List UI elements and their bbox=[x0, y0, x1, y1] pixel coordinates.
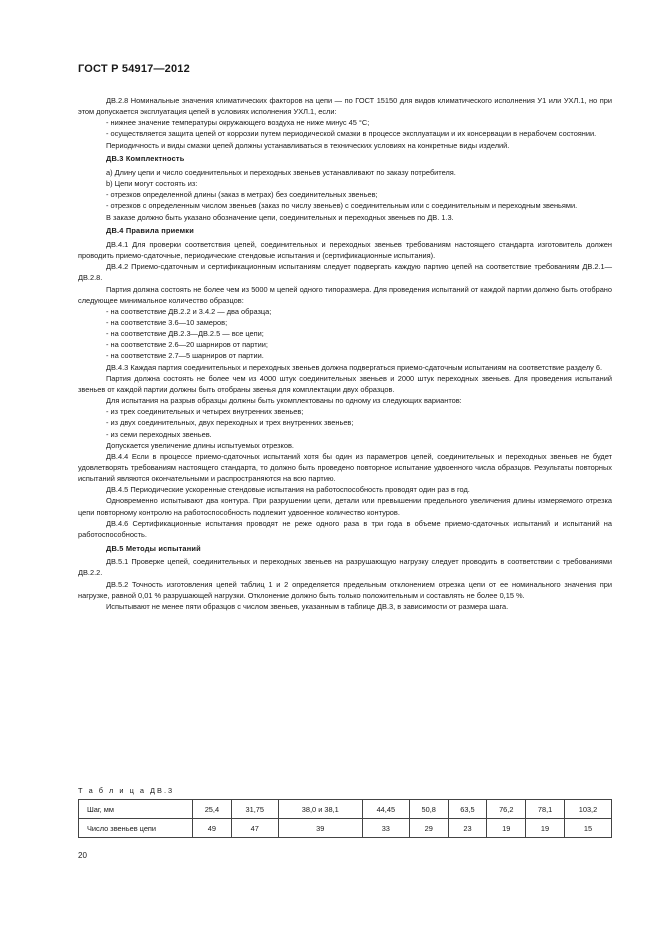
paragraph: Партия должна состоять не более чем из 5000 м цепей одного типоразмера. Для проведения испытаний от каждой партии должно быть отобрано следующее минимальное количество образцов: bbox=[78, 284, 612, 305]
list-item: - отрезков с определенным числом звеньев (заказ по числу звеньев) с соединительным или с соединительным и переходным звеньями. bbox=[106, 201, 578, 211]
table-cell: 19 bbox=[526, 819, 565, 838]
table-cell: 50,8 bbox=[409, 800, 448, 819]
table-cell: 23 bbox=[448, 819, 487, 838]
paragraph: Одновременно испытывают два контура. При разрушении цепи, детали или превышении предельного увеличения длины измеряемого отрезка цепи повторному контролю на работоспособность подлежит удвоенное количество контуров. bbox=[78, 496, 612, 517]
table-cell: 38,0 и 38,1 bbox=[278, 800, 362, 819]
list-item: - из трех соединительных и четырех внутренних звеньев; bbox=[106, 407, 304, 417]
paragraph: ДВ.2.8 Номинальные значения климатических факторов на цепи — по ГОСТ 15150 для видов климатического исполнения У1 или УХЛ.1, но при этом допускается эксплуатация цепей в условиях исполнения УХЛ.1, если: bbox=[78, 96, 612, 117]
table-cell: 19 bbox=[487, 819, 526, 838]
list-item: - из семи переходных звеньев. bbox=[106, 429, 212, 439]
paragraph: ДВ.4.1 Для проверки соответствия цепей, соединительных и переходных звеньев требованиям настоящего стандарта изготовитель должен проводить приемо-сдаточные, периодические стендовые испытания и (сертификационные испытания). bbox=[78, 239, 612, 261]
paragraph: Испытывают не менее пяти образцов с числом звеньев, указанным в таблице ДВ.3, в зависимости от размера шага. bbox=[106, 601, 509, 611]
table-cell: 76,2 bbox=[487, 800, 526, 819]
table-row bbox=[79, 819, 612, 838]
table-cell: 15 bbox=[564, 819, 611, 838]
table-caption: Т а б л и ц а ДВ.3 bbox=[78, 786, 175, 795]
list-item: - осуществляется защита цепей от коррозии путем периодической смазки в процессе эксплуатации и их консервации в нерабочем состоянии. bbox=[106, 129, 597, 139]
paragraph: ДВ.4.6 Сертификационные испытания проводят не реже одного раза в три года в объеме приемо-сдаточных испытаний и испытаний на работоспособность. bbox=[78, 518, 612, 539]
paragraph: Допускается увеличение длины испытуемых отрезков. bbox=[106, 440, 294, 450]
table-cell: 47 bbox=[231, 819, 278, 838]
table-cell: 31,75 bbox=[231, 800, 278, 819]
table-dv3 bbox=[78, 799, 612, 838]
table-cell: 63,5 bbox=[448, 800, 487, 819]
paragraph: Периодичность и виды смазки цепей должны устанавливаться в технических условиях на конкретные виды изделий. bbox=[106, 140, 510, 150]
table-cell: 49 bbox=[193, 819, 232, 838]
table-cell: 33 bbox=[362, 819, 409, 838]
row-header-cell: Шаг, мм bbox=[79, 800, 193, 819]
section-heading: ДВ.5 Методы испытаний bbox=[106, 543, 201, 553]
paragraph: Для испытания на разрыв образцы должны быть укомплектованы по одному из следующих вариантов: bbox=[106, 396, 462, 406]
table-cell: 25,4 bbox=[193, 800, 232, 819]
table-cell: 78,1 bbox=[526, 800, 565, 819]
paragraph: а) Длину цепи и число соединительных и переходных звеньев устанавливают по заказу потребителя. bbox=[106, 167, 456, 177]
page-number: 20 bbox=[78, 851, 87, 860]
list-item: - из двух соединительных, двух переходных и трех внутренних звеньев; bbox=[106, 418, 354, 428]
list-item: - на соответствие ДВ.2.3—ДВ.2.5 — все цепи; bbox=[106, 329, 264, 339]
paragraph: В заказе должно быть указано обозначение цепи, соединительных и переходных звеньев по ДВ. 1.3. bbox=[106, 212, 454, 222]
row-header-cell: Число звеньев цепи bbox=[79, 819, 193, 838]
list-item: - отрезков определенной длины (заказ в метрах) без соединительных звеньев; bbox=[106, 190, 378, 200]
table-row bbox=[79, 800, 612, 819]
list-item: - нижнее значение температуры окружающего воздуха не ниже минус 45 °С; bbox=[106, 118, 370, 128]
section-heading: ДВ.4 Правила приемки bbox=[106, 226, 194, 236]
paragraph: Партия должна состоять не более чем из 4000 штук соединительных звеньев и 2000 штук переходных звеньев. Для проведения испытаний звеньев от каждой партии должны быть отобраны звенья для комплектации двух образцов. bbox=[78, 373, 612, 394]
paragraph: ДВ.4.4 Если в процессе приемо-сдаточных испытаний хотя бы один из параметров цепей, соединительных и переходных звеньев не будет удовлетворять требованиям настоящего стандарта, то должно быть проведено повторное испытание удвоенного числа образцов. Результаты повторных испытаний являются окончательными и распространяются на всю партию. bbox=[78, 451, 612, 484]
list-item: - на соответствие 3.6—10 замеров; bbox=[106, 317, 228, 327]
paragraph: ДВ.5.1 Проверке цепей, соединительных и переходных звеньев на разрушающую нагрузку следует проводить в соответствии с требованиями ДВ.2.2. bbox=[78, 557, 612, 578]
paragraph: ДВ.5.2 Точность изготовления цепей таблиц 1 и 2 определяется предельным отклонением отрезка цепи от ее номинального значения при нагрузке, равной 0,01 % разрушающей нагрузки. Отклонение должно быть только положительным и составлять не более 0,15 %. bbox=[78, 579, 612, 600]
list-item: - на соответствие 2.6—20 шарниров от партии; bbox=[106, 340, 268, 350]
paragraph: ДВ.4.3 Каждая партия соединительных и переходных звеньев должна подвергаться приемо-сдаточным испытаниям на соответствие разделу 6. bbox=[106, 362, 603, 372]
list-item: - на соответствие ДВ.2.2 и 3.4.2 — два образца; bbox=[106, 306, 272, 316]
table-cell: 103,2 bbox=[564, 800, 611, 819]
table-cell: 29 bbox=[409, 819, 448, 838]
section-heading: ДВ.3 Комплектность bbox=[106, 154, 185, 164]
document-body bbox=[78, 95, 612, 612]
table-cell: 44,45 bbox=[362, 800, 409, 819]
document-header: ГОСТ Р 54917—2012 bbox=[78, 63, 190, 75]
list-item: - на соответствие 2.7—5 шарниров от партии. bbox=[106, 351, 264, 361]
paragraph: ДВ.4.5 Периодические ускоренные стендовые испытания на работоспособность проводят один раз в год. bbox=[106, 485, 470, 495]
paragraph: b) Цепи могут состоять из: bbox=[106, 179, 198, 189]
paragraph: ДВ.4.2 Приемо-сдаточным и сертификационным испытаниям следует подвергать каждую партию цепей на соответствие требованиям ДВ.2.1—ДВ.2.8. bbox=[78, 262, 612, 283]
table-cell: 39 bbox=[278, 819, 362, 838]
